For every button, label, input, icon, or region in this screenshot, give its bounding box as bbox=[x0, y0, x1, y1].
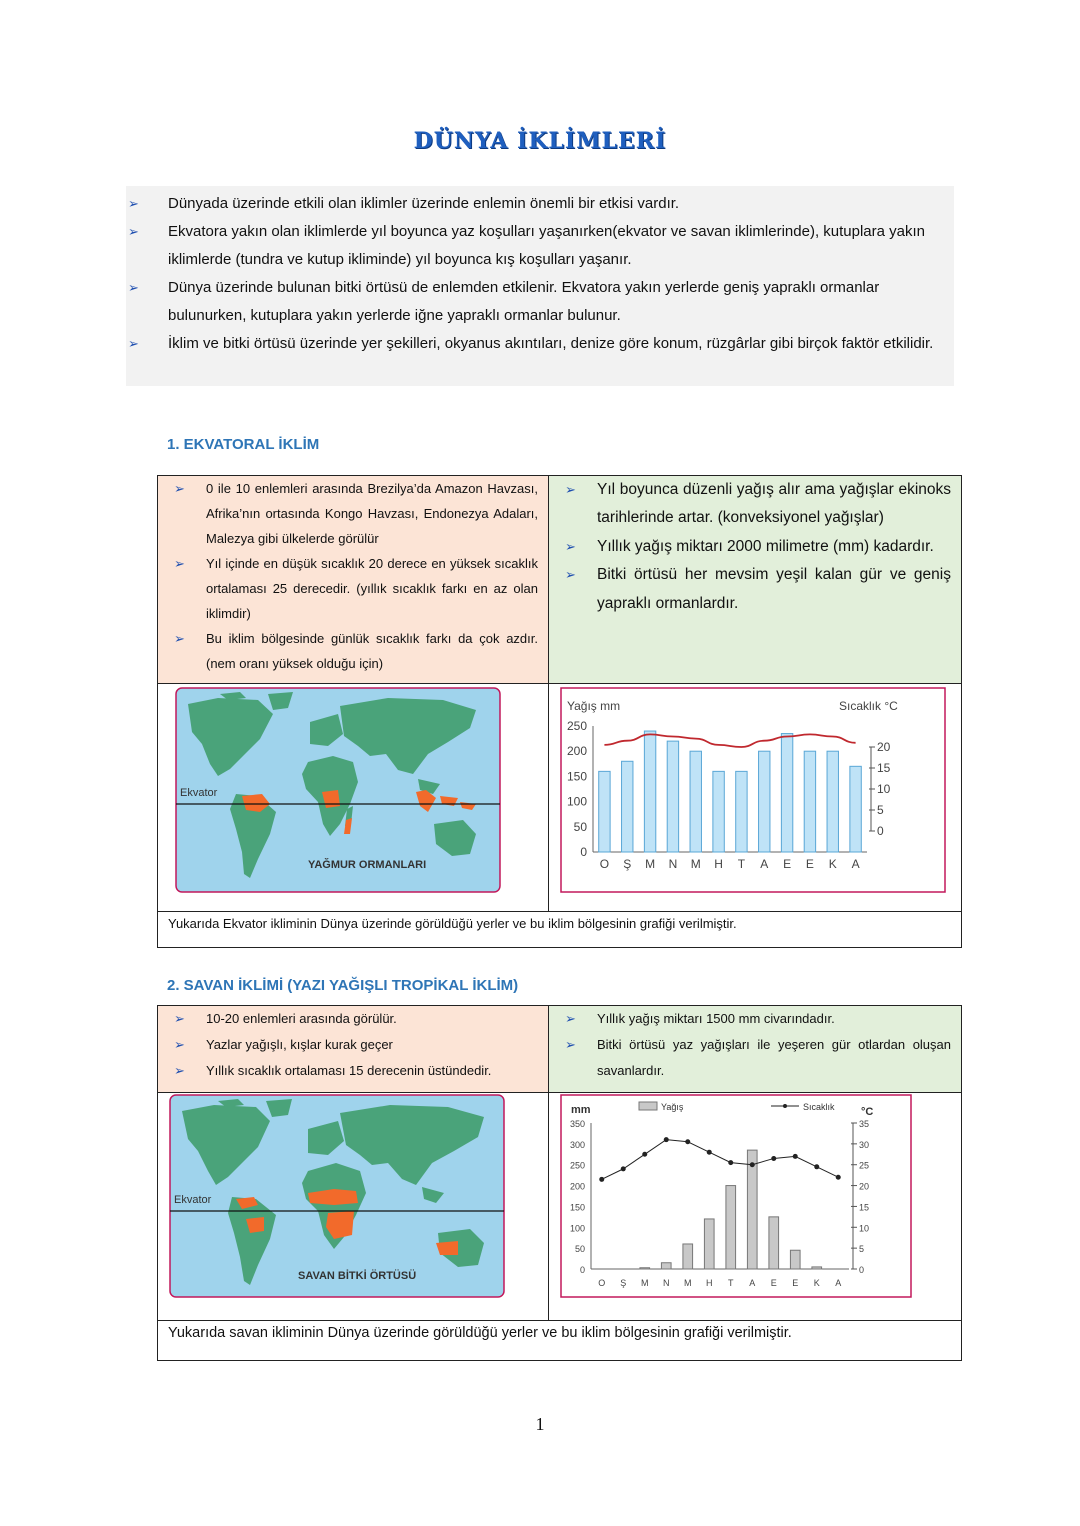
bar bbox=[622, 761, 633, 852]
list-text: Yazlar yağışlı, kışlar kurak geçer bbox=[206, 1037, 393, 1052]
list-text: Bitki örtüsü yaz yağışları ile yeşeren gür otlardan oluşan savanlardır. bbox=[597, 1037, 951, 1078]
y2-tick-label: 10 bbox=[877, 782, 891, 796]
x-tick-label: Ş bbox=[620, 1278, 627, 1288]
y-tick-label: 250 bbox=[566, 719, 587, 733]
x-tick-label: K bbox=[828, 857, 837, 871]
y-axis-label: Yağış mm bbox=[567, 699, 621, 713]
x-tick-label: M bbox=[690, 857, 701, 871]
y2-tick-label: 0 bbox=[877, 824, 884, 838]
x-tick-label: H bbox=[714, 857, 723, 871]
bar bbox=[644, 731, 655, 852]
arrow-bullet-icon: ➢ bbox=[174, 1063, 185, 1078]
y2-tick-label: 0 bbox=[859, 1265, 865, 1275]
temperature-point bbox=[599, 1177, 604, 1182]
list-item bbox=[549, 1006, 961, 1032]
list-item bbox=[549, 561, 961, 618]
bar bbox=[661, 1263, 671, 1269]
x-tick-label: A bbox=[835, 1278, 842, 1288]
temperature-point bbox=[814, 1164, 819, 1169]
y-tick-label: 150 bbox=[569, 1202, 585, 1213]
section2-left-cell bbox=[158, 1006, 549, 1093]
arrow-bullet-icon: ➢ bbox=[174, 556, 185, 571]
y-tick-label: 150 bbox=[566, 769, 587, 784]
y2-tick-label: 15 bbox=[877, 761, 891, 775]
section1-table bbox=[157, 475, 962, 948]
y2-axis-label: Sıcaklık °C bbox=[839, 699, 898, 713]
temperature-point bbox=[642, 1152, 647, 1157]
section-heading: 1. EKVATORAL İKLİM bbox=[167, 436, 320, 453]
arrow-bullet-icon: ➢ bbox=[565, 567, 576, 583]
bar bbox=[599, 771, 610, 852]
intro-item bbox=[126, 218, 954, 274]
list-item bbox=[158, 626, 548, 676]
temperature-point bbox=[750, 1162, 755, 1167]
temperature-point bbox=[771, 1156, 776, 1161]
list-text: Bu iklim bölgesinde günlük sıcaklık farkı da çok azdır. (nem oranı yüksek olduğu için) bbox=[206, 631, 538, 671]
section2-table bbox=[157, 1005, 962, 1361]
equator-label: Ekvator bbox=[180, 787, 218, 799]
arrow-bullet-icon: ➢ bbox=[174, 1011, 185, 1026]
arrow-bullet-icon: ➢ bbox=[128, 196, 139, 211]
map-caption: YAĞMUR ORMANLARI bbox=[308, 859, 427, 871]
intro-item bbox=[126, 274, 954, 330]
intro-text: İklim ve bitki örtüsü üzerinde yer şekilleri, okyanus akıntıları, denize göre konum, rüzgârlar gibi birçok faktör etkilidir. bbox=[168, 335, 934, 352]
legend-swatch-point bbox=[783, 1104, 787, 1108]
legend-swatch-bar bbox=[639, 1102, 657, 1110]
section1-left-cell bbox=[158, 476, 549, 684]
y2-tick-label: 15 bbox=[859, 1202, 870, 1213]
list-text: Yıllık yağış miktarı 2000 milimetre (mm) kadardır. bbox=[597, 537, 934, 555]
section1-map-cell bbox=[158, 684, 549, 912]
list-text: Yıllık sıcaklık ortalaması 15 derecenin üstündedir. bbox=[206, 1063, 492, 1078]
list-text: Yıl içinde en düşük sıcaklık 20 derece en yüksek sıcaklık ortalaması 25 derecedir. (yıllık sıcaklık farkı en az olan iklimdir) bbox=[206, 556, 538, 621]
bar bbox=[804, 751, 815, 852]
bar bbox=[713, 771, 724, 852]
bar bbox=[769, 1217, 779, 1269]
page-number: 1 bbox=[535, 1414, 545, 1434]
temperature-point bbox=[836, 1175, 841, 1180]
bar bbox=[812, 1267, 822, 1269]
section2-right-cell bbox=[549, 1006, 962, 1093]
x-tick-label: O bbox=[599, 857, 610, 871]
y-tick-label: 100 bbox=[569, 1223, 585, 1234]
arrow-bullet-icon: ➢ bbox=[128, 280, 139, 295]
world-map-rainforest bbox=[158, 684, 548, 906]
y-tick-label: 300 bbox=[569, 1139, 585, 1150]
x-tick-label: Ş bbox=[623, 857, 632, 871]
list-item bbox=[158, 1006, 548, 1032]
section1-caption: Yukarıda Ekvator ikliminin Dünya üzerinde görüldüğü yerler ve bu iklim bölgesinin grafiği verilmiştir. bbox=[158, 912, 962, 948]
bar bbox=[667, 741, 678, 852]
temperature-point bbox=[728, 1160, 733, 1165]
intro-item bbox=[126, 190, 954, 218]
list-item bbox=[158, 1058, 548, 1084]
equator-label: Ekvator bbox=[174, 1194, 212, 1206]
y2-tick-label: 20 bbox=[877, 740, 891, 754]
x-tick-label: M bbox=[641, 1278, 649, 1288]
x-tick-label: M bbox=[645, 857, 656, 871]
page-title: DÜNYA İKLİMLERİ bbox=[413, 128, 667, 154]
section1-chart-cell bbox=[549, 684, 962, 912]
x-tick-label: A bbox=[760, 857, 769, 871]
y2-tick-label: 5 bbox=[877, 803, 884, 817]
y-tick-label: 0 bbox=[579, 1265, 585, 1275]
list-text: 0 ile 10 enlemleri arasında Brezilya’da Amazon Havzası, Afrika’nın ortasında Kongo Havzası, Endonezya Adaları, Malezya gibi ülkelerde görülür bbox=[206, 481, 538, 546]
legend-label: Yağış bbox=[661, 1102, 684, 1112]
map-caption: SAVAN BİTKİ ÖRTÜSÜ bbox=[298, 1270, 417, 1282]
x-tick-label: N bbox=[668, 857, 678, 871]
list-text: Bitki örtüsü her mevsim yeşil kalan gür ve geniş yapraklı ormanlardır. bbox=[597, 566, 951, 612]
x-tick-label: T bbox=[737, 857, 746, 871]
y2-tick-label: 5 bbox=[859, 1244, 865, 1255]
section2-chart-cell bbox=[549, 1093, 962, 1321]
intro-text: Dünya üzerinde bulunan bitki örtüsü de enlemden etkilenir. Ekvatora yakın yerlerde geniş yapraklı ormanlar bulunurken, kutuplara yakın yerlerde iğne yapraklı ormanlar bulunur. bbox=[168, 279, 880, 324]
intro-text: Dünyada üzerinde etkili olan iklimler üzerinde enlemin önemli bir etkisi vardır. bbox=[168, 195, 680, 212]
temperature-point bbox=[707, 1150, 712, 1155]
intro-text: Ekvatora yakın olan iklimlerde yıl boyunca yaz koşulları yaşanırken(ekvator ve savan iklimlerinde), kutuplara yakın iklimlerde (tundra ve kutup ikliminde) yıl boyunca kış koşulları yaşanır. bbox=[168, 223, 926, 268]
list-text: Yıl boyunca düzenli yağış alır ama yağışlar ekinoks tarihlerinde artar. (konveksiyonel yağışlar) bbox=[597, 481, 951, 527]
x-tick-label: K bbox=[813, 1278, 820, 1288]
climate-chart-ekvatoral bbox=[549, 684, 961, 906]
temperature-point bbox=[621, 1166, 626, 1171]
section2-caption: Yukarıda savan ikliminin Dünya üzerinde görüldüğü yerler ve bu iklim bölgesinin grafiği verilmiştir. bbox=[158, 1321, 962, 1361]
x-tick-label: E bbox=[792, 1278, 799, 1288]
y-tick-label: 200 bbox=[569, 1181, 585, 1192]
y2-tick-label: 10 bbox=[859, 1223, 870, 1234]
bar bbox=[726, 1186, 736, 1269]
list-item bbox=[549, 533, 961, 561]
y-tick-label: 250 bbox=[569, 1160, 585, 1171]
list-item bbox=[158, 476, 548, 551]
y-tick-label: 350 bbox=[569, 1119, 585, 1129]
list-item bbox=[158, 1032, 548, 1058]
intro-box bbox=[126, 186, 954, 386]
x-tick-label: A bbox=[749, 1278, 756, 1288]
x-tick-label: O bbox=[598, 1278, 606, 1288]
arrow-bullet-icon: ➢ bbox=[174, 481, 185, 496]
bar bbox=[850, 766, 861, 852]
y2-axis-label: °C bbox=[861, 1106, 874, 1118]
y-tick-label: 0 bbox=[580, 845, 587, 859]
x-tick-label: H bbox=[706, 1278, 713, 1288]
bar bbox=[790, 1250, 800, 1269]
y2-tick-label: 25 bbox=[859, 1160, 870, 1171]
bar bbox=[781, 734, 792, 852]
temperature-point bbox=[664, 1137, 669, 1142]
bar bbox=[759, 751, 770, 852]
arrow-bullet-icon: ➢ bbox=[565, 1037, 576, 1052]
y-axis-label: mm bbox=[571, 1104, 591, 1116]
arrow-bullet-icon: ➢ bbox=[565, 538, 576, 554]
y-tick-label: 50 bbox=[573, 819, 587, 834]
x-tick-label: M bbox=[684, 1278, 692, 1288]
bar bbox=[640, 1268, 650, 1269]
x-tick-label: N bbox=[663, 1278, 670, 1288]
bar bbox=[690, 751, 701, 852]
section2-map-cell bbox=[158, 1093, 549, 1321]
world-map-savanna bbox=[158, 1093, 548, 1315]
arrow-bullet-icon: ➢ bbox=[565, 482, 576, 497]
x-tick-label: E bbox=[805, 857, 814, 871]
bar bbox=[683, 1244, 693, 1269]
temperature-point bbox=[793, 1154, 798, 1159]
list-item bbox=[549, 1032, 961, 1084]
bar bbox=[704, 1219, 714, 1269]
section-heading: 2. SAVAN İKLİMİ (YAZI YAĞIŞLI TROPİKAL İKLİM) bbox=[167, 977, 519, 994]
y2-tick-label: 30 bbox=[859, 1139, 870, 1150]
list-item bbox=[549, 476, 961, 533]
arrow-bullet-icon: ➢ bbox=[128, 224, 139, 239]
x-tick-label: E bbox=[783, 857, 792, 871]
legend-label: Sıcaklık bbox=[803, 1102, 835, 1112]
arrow-bullet-icon: ➢ bbox=[174, 631, 185, 646]
temperature-point bbox=[685, 1139, 690, 1144]
bar bbox=[736, 771, 747, 852]
list-text: Yıllık yağış miktarı 1500 mm civarındadır. bbox=[597, 1011, 835, 1026]
x-tick-label: T bbox=[728, 1278, 734, 1288]
y2-tick-label: 20 bbox=[859, 1181, 870, 1192]
section1-right-cell bbox=[549, 476, 962, 684]
arrow-bullet-icon: ➢ bbox=[128, 336, 139, 351]
y2-tick-label: 35 bbox=[859, 1119, 870, 1129]
arrow-bullet-icon: ➢ bbox=[565, 1011, 576, 1026]
intro-item bbox=[126, 330, 954, 358]
y-tick-label: 200 bbox=[566, 744, 587, 759]
arrow-bullet-icon: ➢ bbox=[174, 1037, 185, 1052]
bar bbox=[827, 751, 838, 852]
list-text: 10-20 enlemleri arasında görülür. bbox=[206, 1011, 397, 1026]
climate-chart-savan bbox=[549, 1093, 961, 1315]
x-tick-label: A bbox=[851, 857, 860, 871]
x-tick-label: E bbox=[770, 1278, 777, 1288]
y-tick-label: 50 bbox=[574, 1244, 585, 1255]
y-tick-label: 100 bbox=[566, 794, 587, 809]
bar bbox=[747, 1150, 757, 1269]
list-item bbox=[158, 551, 548, 626]
